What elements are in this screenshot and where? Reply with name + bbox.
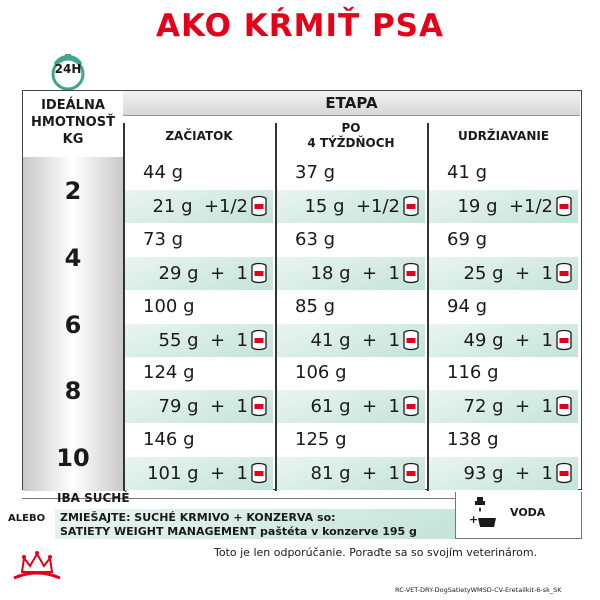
weight-value: 8 [64,377,82,406]
only-dry-label: IBA SUCHÉ [57,491,130,505]
water-bowl-icon [466,496,502,532]
clock-label: 24H [54,62,82,76]
dry-amount: 85 g [295,295,336,317]
can-icon [403,395,419,417]
can-icon [251,462,267,484]
can-icon [251,395,267,417]
wet-amount: 21 g +1/2 [152,196,248,217]
water-label: VODA [510,506,546,519]
can-icon [556,329,572,351]
wet-amount: 29 g + 1 [158,262,248,284]
wet-amount: 41 g + 1 [310,329,400,351]
weight-value: 4 [64,243,82,272]
weight-header [23,91,123,157]
wet-amount: 25 g + 1 [463,262,553,284]
dry-amount: 100 g [143,295,195,317]
svg-text:+: + [469,513,479,526]
column-header-start-line1: ZAČIATOK [165,129,233,143]
wet-amount: 55 g + 1 [158,329,248,351]
dry-amount: 94 g [447,295,488,317]
wet-amount: 93 g + 1 [463,463,553,485]
can-icon [251,329,267,351]
weight-value: 2 [64,177,82,205]
can-icon [403,195,419,217]
wet-amount: 72 g + 1 [463,396,553,418]
mix-line2: SATIETY WEIGHT MANAGEMENT paštéta v konzerve 195 g [60,525,417,538]
dry-amount: 125 g [295,429,347,451]
wet-amount: 61 g + 1 [310,396,400,418]
column-header-4weeks-line2: 4 TÝŽDŇOCH [307,136,395,150]
wet-amount: 18 g + 1 [310,262,400,284]
can-icon [556,395,572,417]
dry-amount: 73 g [143,228,184,250]
weight-header-line3: KG [62,132,84,147]
etapa-label: ETAPA [325,94,378,112]
brand-crown-logo [12,548,62,582]
dry-amount: 63 g [295,228,336,250]
wet-amount: 79 g + 1 [158,396,248,418]
can-icon [556,195,572,217]
wet-amount: 101 g + 1 [147,463,248,485]
can-icon [556,462,572,484]
page-title: AKO KŔMIŤ PSA [155,8,445,44]
dry-amount: 44 g [143,162,184,183]
dry-amount: 116 g [447,362,499,384]
can-icon [403,329,419,351]
wet-amount: 81 g + 1 [310,463,400,485]
weight-value: 10 [56,444,90,473]
product-code: RC-VET-DRY-DogSatietyWMSD-CV-Eretailkit-6-sk_SK [395,586,562,594]
wet-amount: 15 g +1/2 [304,196,400,217]
clock-24h-icon [48,52,88,92]
disclaimer: Toto je len odporúčanie. Poraďte sa so svojím veterinárom. [214,546,538,559]
dry-amount: 138 g [447,429,499,451]
weight-header-line2: HMOTNOSŤ [31,115,115,130]
dry-amount: 146 g [143,429,195,451]
weight-value: 6 [64,310,82,339]
dry-amount: 69 g [447,228,488,250]
can-icon [403,462,419,484]
dry-amount: 41 g [447,162,488,183]
column-header-maintenance-line1: UDRŽIAVANIE [457,129,550,143]
column-header-4weeks-line1: PO [341,121,361,135]
mix-line1: ZMIEŠAJTE: SUCHÉ KRMIVO + KONZERVA so: [60,511,336,524]
feeding-table [22,90,582,490]
weight-header-line1: IDEÁLNA [41,98,105,113]
dry-amount: 37 g [295,162,336,183]
or-label: ALEBO [8,513,46,524]
column-header-4weeks [275,121,427,161]
can-icon [251,262,267,284]
can-icon [251,195,267,217]
can-icon [556,262,572,284]
wet-amount: 19 g +1/2 [457,196,553,217]
dry-amount: 124 g [143,362,195,384]
dry-amount: 106 g [295,362,347,384]
wet-amount: 49 g + 1 [463,329,553,351]
can-icon [403,262,419,284]
etapa-header [123,91,580,116]
